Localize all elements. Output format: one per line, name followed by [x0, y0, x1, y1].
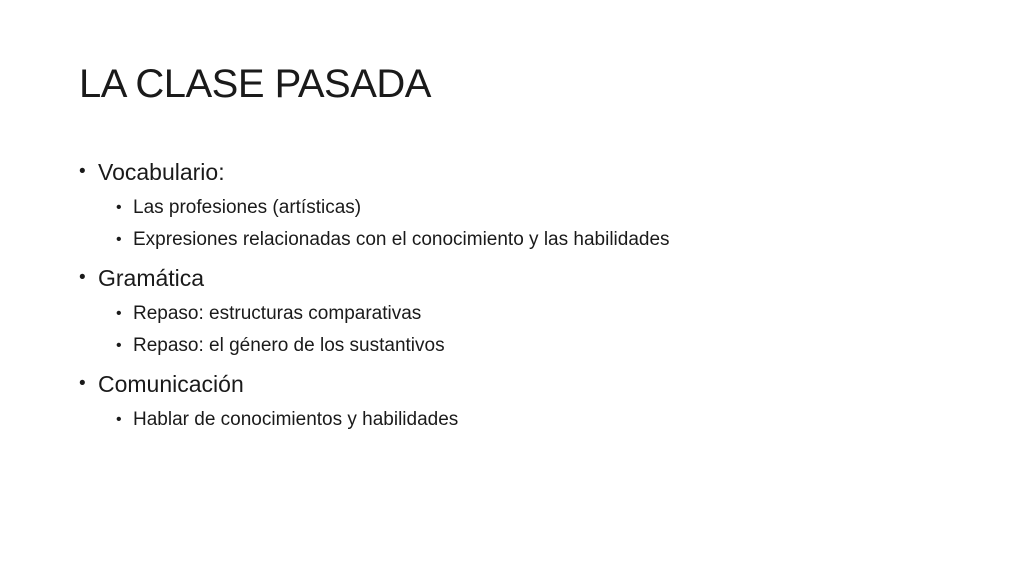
sub-list	[98, 192, 979, 256]
section-label: Comunicación	[98, 371, 244, 397]
list-item-text: Expresiones relacionadas con el conocimiento y las habilidades	[133, 229, 670, 250]
section-label: Gramática	[98, 265, 205, 291]
bullet-icon: •	[116, 231, 122, 248]
list-item	[116, 330, 979, 362]
sub-list	[98, 404, 979, 436]
section-gramatica	[79, 262, 979, 362]
list-item	[116, 192, 979, 224]
list-item	[116, 224, 979, 256]
list-item	[116, 404, 979, 436]
list-item-text: Repaso: estructuras comparativas	[133, 303, 422, 324]
slide-title: LA CLASE PASADA	[79, 62, 431, 106]
bullet-icon: •	[116, 199, 122, 216]
section-comunicacion	[79, 368, 979, 436]
bullet-list	[79, 156, 979, 436]
section-label: Vocabulario:	[98, 159, 225, 185]
bullet-icon: •	[79, 161, 86, 182]
section-vocabulario	[79, 156, 979, 256]
list-item-text: Hablar de conocimientos y habilidades	[133, 409, 459, 430]
list-item-text: Las profesiones (artísticas)	[133, 197, 362, 218]
bullet-icon: •	[116, 411, 122, 428]
list-item	[116, 298, 979, 330]
bullet-icon: •	[116, 305, 122, 322]
bullet-icon: •	[79, 373, 86, 394]
bullet-icon: •	[116, 337, 122, 354]
sub-list	[98, 298, 979, 362]
bullet-icon: •	[79, 267, 86, 288]
list-item-text: Repaso: el género de los sustantivos	[133, 335, 445, 356]
